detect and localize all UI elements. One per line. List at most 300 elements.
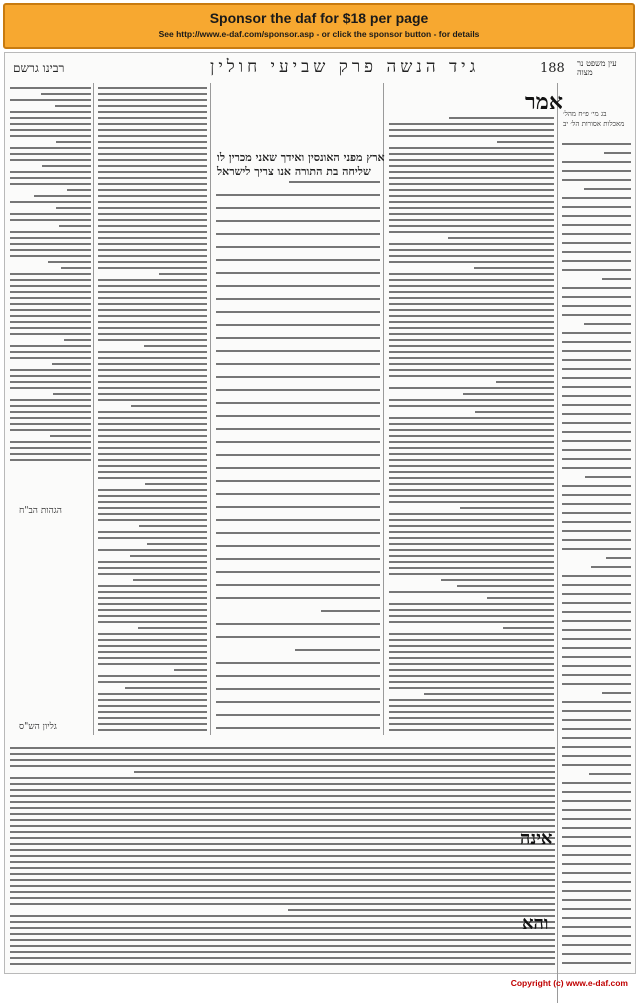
- text-line: [389, 129, 554, 131]
- text-line: [216, 376, 380, 378]
- text-line: [562, 863, 631, 865]
- text-line: [389, 531, 554, 533]
- text-line: [562, 377, 631, 379]
- text-line: [10, 843, 555, 845]
- text-line: [389, 699, 554, 701]
- text-line: [389, 429, 554, 431]
- text-line: [34, 195, 91, 197]
- text-line: [602, 692, 631, 694]
- text-line: [159, 273, 207, 275]
- text-line: [52, 363, 91, 365]
- text-line: [133, 579, 207, 581]
- text-line: [98, 597, 207, 599]
- text-line: [98, 135, 207, 137]
- text-line: [562, 404, 631, 406]
- text-line: [562, 449, 631, 451]
- text-line: [562, 386, 631, 388]
- text-line: [98, 471, 207, 473]
- text-line: [562, 638, 631, 640]
- text-line: [98, 189, 207, 191]
- text-line: [389, 711, 554, 713]
- text-line: [389, 303, 554, 305]
- text-line: [389, 489, 554, 491]
- text-line: [10, 963, 555, 965]
- text-line: [562, 530, 631, 532]
- text-line: [56, 141, 91, 143]
- text-line: [98, 261, 207, 263]
- text-line: [389, 465, 554, 467]
- text-line: [10, 423, 91, 425]
- text-line: [562, 539, 631, 541]
- text-line: [98, 585, 207, 587]
- text-line: [98, 219, 207, 221]
- talmud-page: [4, 52, 636, 974]
- text-line: [389, 621, 554, 623]
- text-line: [389, 171, 554, 173]
- text-line: [98, 429, 207, 431]
- text-line: [389, 717, 554, 719]
- text-line: [10, 183, 91, 185]
- text-line: [562, 458, 631, 460]
- opening-word-bottom: והא: [522, 913, 549, 934]
- text-line: [98, 645, 207, 647]
- text-line: [98, 639, 207, 641]
- text-line: [216, 246, 380, 248]
- text-line: [562, 791, 631, 793]
- text-line: [562, 260, 631, 262]
- text-line: [562, 881, 631, 883]
- sponsor-title[interactable]: Sponsor the daf for $18 per page: [209, 10, 429, 26]
- text-line: [10, 159, 91, 161]
- text-line: [562, 512, 631, 514]
- text-line: [389, 663, 554, 665]
- text-line: [216, 480, 380, 482]
- text-line: [562, 710, 631, 712]
- text-line: [562, 800, 631, 802]
- text-line: [98, 381, 207, 383]
- text-line: [389, 501, 554, 503]
- text-line: [216, 597, 380, 599]
- text-line: [562, 593, 631, 595]
- text-line: [10, 201, 91, 203]
- text-line: [98, 519, 207, 521]
- text-line: [10, 945, 555, 947]
- text-line: [562, 782, 631, 784]
- text-line: [98, 693, 207, 695]
- text-line: [389, 423, 554, 425]
- text-line: [10, 123, 91, 125]
- text-line: [98, 441, 207, 443]
- text-line: [562, 719, 631, 721]
- text-line: [10, 177, 91, 179]
- text-line: [562, 395, 631, 397]
- text-line: [98, 615, 207, 617]
- text-line: [10, 249, 91, 251]
- text-line: [289, 181, 380, 183]
- text-line: [216, 519, 380, 521]
- text-line: [562, 620, 631, 622]
- text-line: [10, 879, 555, 881]
- text-line: [98, 243, 207, 245]
- text-line: [55, 105, 91, 107]
- text-line: [562, 656, 631, 658]
- text-line: [216, 688, 380, 690]
- text-line: [562, 494, 631, 496]
- text-line: [449, 117, 554, 119]
- text-line: [10, 753, 555, 755]
- text-line: [10, 327, 91, 329]
- text-line: [139, 525, 207, 527]
- text-line: [389, 309, 554, 311]
- text-line: [562, 215, 631, 217]
- text-line: [216, 220, 380, 222]
- text-line: [389, 687, 554, 689]
- text-line: [10, 153, 91, 155]
- text-line: [98, 411, 207, 413]
- text-line: [584, 323, 631, 325]
- text-line: [174, 669, 207, 671]
- text-line: [10, 825, 555, 827]
- text-line: [10, 903, 555, 905]
- text-line: [457, 585, 554, 587]
- text-line: [389, 669, 554, 671]
- text-line: [10, 213, 91, 215]
- text-line: [10, 399, 91, 401]
- text-line: [497, 141, 554, 143]
- text-line: [216, 623, 380, 625]
- text-line: [10, 333, 91, 335]
- text-line: [216, 727, 380, 729]
- text-line: [562, 809, 631, 811]
- text-line: [98, 237, 207, 239]
- text-line: [389, 261, 554, 263]
- text-line: [321, 610, 380, 612]
- text-line: [10, 417, 91, 419]
- text-line: [562, 206, 631, 208]
- text-line: [389, 249, 554, 251]
- text-line: [562, 962, 631, 964]
- text-line: [562, 341, 631, 343]
- text-line: [10, 873, 555, 875]
- text-line: [98, 729, 207, 731]
- text-line: [98, 447, 207, 449]
- text-line: [589, 773, 631, 775]
- text-line: [562, 269, 631, 271]
- text-line: [98, 165, 207, 167]
- text-line: [562, 548, 631, 550]
- text-line: [562, 143, 631, 145]
- text-line: [216, 311, 380, 313]
- text-line: [216, 324, 380, 326]
- text-line: [562, 359, 631, 361]
- text-line: [59, 225, 91, 227]
- text-line: [389, 387, 554, 389]
- sponsor-banner[interactable]: [3, 3, 635, 49]
- text-line: [10, 231, 91, 233]
- text-line: [98, 387, 207, 389]
- text-line: [389, 495, 554, 497]
- text-line: [10, 795, 555, 797]
- text-line: [389, 573, 554, 575]
- text-line: [98, 393, 207, 395]
- text-line: [562, 647, 631, 649]
- text-line: [98, 339, 207, 341]
- text-line: [389, 255, 554, 257]
- text-line: [98, 87, 207, 89]
- text-line: [10, 783, 555, 785]
- text-line: [389, 231, 554, 233]
- text-line: [389, 123, 554, 125]
- text-line: [134, 771, 555, 773]
- text-line: [144, 345, 207, 347]
- text-line: [562, 368, 631, 370]
- text-line: [389, 657, 554, 659]
- text-line: [562, 611, 631, 613]
- text-line: [98, 501, 207, 503]
- text-line: [98, 561, 207, 563]
- text-line: [10, 381, 91, 383]
- text-line: [10, 453, 91, 455]
- text-line: [562, 899, 631, 901]
- text-line: [562, 737, 631, 739]
- text-line: [216, 207, 380, 209]
- text-line: [389, 153, 554, 155]
- text-line: [562, 818, 631, 820]
- text-line: [216, 233, 380, 235]
- text-line: [98, 111, 207, 113]
- text-line: [389, 405, 554, 407]
- text-line: [98, 423, 207, 425]
- text-line: [463, 393, 554, 395]
- bottom-commentary-block: [9, 743, 555, 968]
- text-line: [98, 231, 207, 233]
- text-line: [389, 639, 554, 641]
- text-line: [389, 471, 554, 473]
- text-line: [98, 495, 207, 497]
- text-line: [98, 711, 207, 713]
- ein-mishpat-header: עין משפט נר מצוה: [577, 59, 617, 77]
- text-line: [216, 454, 380, 456]
- text-line: [389, 279, 554, 281]
- text-line: [56, 207, 91, 209]
- text-line: [389, 729, 554, 731]
- text-line: [10, 255, 91, 257]
- text-line: [602, 278, 631, 280]
- text-line: [131, 405, 207, 407]
- text-line: [389, 567, 554, 569]
- text-line: [10, 837, 555, 839]
- text-line: [389, 339, 554, 341]
- running-header: גיד הנשה פרק שביעי חולין: [210, 57, 480, 77]
- text-line: [98, 417, 207, 419]
- text-line: [98, 225, 207, 227]
- text-line: [10, 759, 555, 761]
- text-line: [10, 939, 555, 941]
- text-line: [389, 675, 554, 677]
- text-line: [98, 351, 207, 353]
- rashi-column: [388, 83, 554, 733]
- text-line: [216, 441, 380, 443]
- text-line: [10, 351, 91, 353]
- gutter-mid-left: [210, 83, 211, 735]
- text-line: [10, 357, 91, 359]
- gilyon-hashas-heading: גליון הש"ס: [19, 722, 57, 732]
- text-line: [10, 129, 91, 131]
- text-line: [10, 459, 91, 461]
- text-line: [10, 789, 555, 791]
- text-line: [125, 687, 207, 689]
- text-line: [216, 493, 380, 495]
- text-line: [10, 933, 555, 935]
- text-line: [10, 441, 91, 443]
- text-line: [591, 566, 631, 568]
- text-line: [562, 602, 631, 604]
- text-line: [98, 675, 207, 677]
- text-line: [216, 402, 380, 404]
- text-line: [562, 683, 631, 685]
- text-line: [562, 287, 631, 289]
- text-line: [562, 485, 631, 487]
- text-line: [562, 953, 631, 955]
- text-line: [98, 183, 207, 185]
- text-line: [562, 440, 631, 442]
- text-line: [562, 314, 631, 316]
- text-line: [562, 755, 631, 757]
- text-line: [562, 332, 631, 334]
- text-line: [10, 777, 555, 779]
- text-line: [448, 237, 554, 239]
- text-line: [98, 513, 207, 515]
- text-line: [10, 897, 555, 899]
- text-line: [10, 807, 555, 809]
- text-line: [562, 242, 631, 244]
- text-line: [147, 543, 207, 545]
- text-line: [389, 165, 554, 167]
- text-line: [389, 195, 554, 197]
- text-line: [98, 93, 207, 95]
- text-line: [138, 627, 207, 629]
- text-line: [562, 827, 631, 829]
- hagahot-habach-heading: הגהות הב"ח: [19, 506, 62, 516]
- text-line: [562, 728, 631, 730]
- text-line: [216, 389, 380, 391]
- text-line: [216, 532, 380, 534]
- text-line: [10, 387, 91, 389]
- text-line: [562, 305, 631, 307]
- text-line: [562, 917, 631, 919]
- text-line: [216, 350, 380, 352]
- text-line: [389, 369, 554, 371]
- text-line: [216, 363, 380, 365]
- gemara-column: [215, 83, 380, 733]
- text-line: [98, 279, 207, 281]
- text-line: [98, 681, 207, 683]
- text-line: [389, 147, 554, 149]
- text-line: [10, 291, 91, 293]
- text-line: [389, 321, 554, 323]
- text-line: [389, 357, 554, 359]
- text-line: [98, 357, 207, 359]
- text-line: [98, 249, 207, 251]
- text-line: [389, 723, 554, 725]
- text-line: [98, 315, 207, 317]
- text-line: [41, 93, 91, 95]
- text-line: [98, 363, 207, 365]
- text-line: [98, 537, 207, 539]
- text-line: [10, 849, 555, 851]
- text-line: [562, 746, 631, 748]
- left-column-header: רבינו גרשם: [13, 61, 65, 75]
- text-line: [389, 603, 554, 605]
- text-line: [98, 717, 207, 719]
- text-line: [216, 584, 380, 586]
- text-line: [10, 891, 555, 893]
- text-line: [98, 207, 207, 209]
- text-line: [562, 467, 631, 469]
- text-line: [98, 297, 207, 299]
- text-line: [10, 99, 91, 101]
- text-line: [389, 525, 554, 527]
- text-line: [389, 375, 554, 377]
- text-line: [64, 339, 91, 341]
- text-line: [562, 575, 631, 577]
- text-line: [98, 327, 207, 329]
- text-line: [562, 872, 631, 874]
- text-line: [562, 170, 631, 172]
- text-line: [10, 405, 91, 407]
- text-line: [216, 415, 380, 417]
- text-line: [98, 333, 207, 335]
- text-line: [98, 453, 207, 455]
- text-line: [389, 513, 554, 515]
- text-line: [10, 297, 91, 299]
- text-line: [10, 111, 91, 113]
- text-line: [10, 861, 555, 863]
- text-line: [562, 629, 631, 631]
- text-line: [389, 651, 554, 653]
- text-line: [10, 927, 555, 929]
- text-line: [10, 447, 91, 449]
- text-line: [98, 99, 207, 101]
- text-line: [98, 477, 207, 479]
- margin-references-column: [561, 83, 631, 973]
- text-line: [389, 609, 554, 611]
- text-line: [441, 579, 554, 581]
- text-line: [562, 413, 631, 415]
- text-line: [50, 435, 91, 437]
- text-line: [98, 489, 207, 491]
- text-line: [98, 591, 207, 593]
- text-line: [389, 453, 554, 455]
- text-line: [389, 435, 554, 437]
- margin-ref-note: בג מי׳ פ״ח מהל׳ מאכלות אסורות הל׳ יב: [563, 110, 625, 128]
- text-line: [42, 165, 91, 167]
- text-line: [389, 543, 554, 545]
- text-line: [216, 675, 380, 677]
- text-line: [389, 447, 554, 449]
- text-line: [10, 117, 91, 119]
- text-line: [10, 957, 555, 959]
- text-line: [98, 171, 207, 173]
- text-line: [130, 555, 207, 557]
- text-line: [98, 663, 207, 665]
- text-line: [424, 693, 554, 695]
- text-line: [98, 723, 207, 725]
- gutter-mid-right: [383, 83, 384, 735]
- text-line: [389, 189, 554, 191]
- text-line: [98, 699, 207, 701]
- sponsor-subtitle[interactable]: See http://www.e-daf.com/sponsor.asp - or click the sponsor button - for details: [158, 29, 480, 39]
